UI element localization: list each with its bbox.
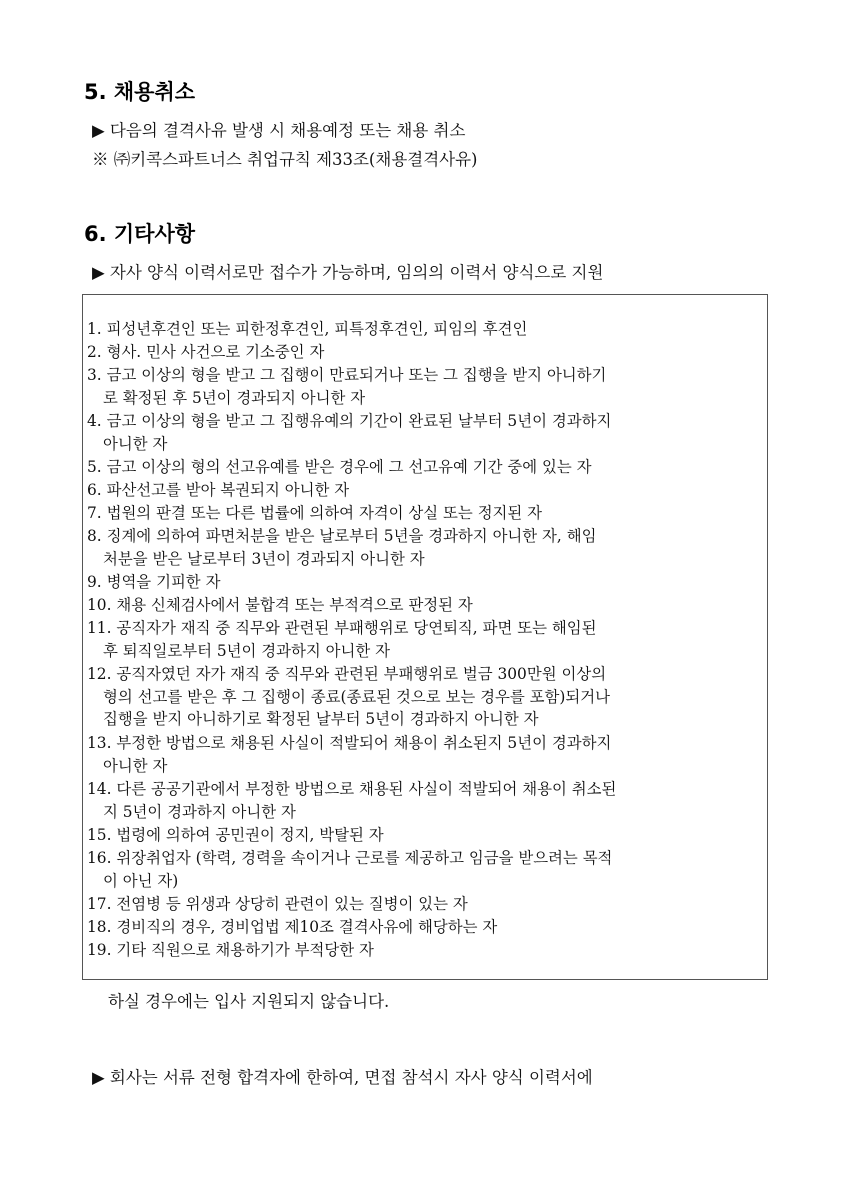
section-5-line-1: ▶ 다음의 결격사유 발생 시 채용예정 또는 채용 취소 [92, 121, 466, 140]
list-item: 11. 공직자가 재직 중 직무와 관련된 부패행위로 당연퇴직, 파면 또는 해임된 후 퇴직일로부터 5년이 경과하지 아니한 자 [87, 619, 597, 660]
section-6-last-line: ▶ 회사는 서류 전형 합격자에 한하여, 면접 참석시 자사 양식 이력서에 [92, 1068, 593, 1087]
list-item: 17. 전염병 등 위생과 상당히 관련이 있는 질병이 있는 자 [87, 895, 468, 913]
section-6-title: 6. 기타사항 [84, 222, 196, 246]
list-item: 13. 부정한 방법으로 채용된 사실이 적발되어 채용이 취소된지 5년이 경과하지 아니한 자 [87, 734, 612, 775]
section-6-line-1: ▶ 자사 양식 이력서로만 접수가 가능하며, 임의의 이력서 양식으로 지원 [92, 263, 604, 282]
list-item: 5. 금고 이상의 형의 선고유예를 받은 경우에 그 선고유예 기간 중에 있는 자 [87, 458, 592, 476]
list-item: 6. 파산선고를 받아 복권되지 아니한 자 [87, 481, 350, 499]
section-5-title: 5. 채용취소 [84, 80, 196, 104]
list-item: 15. 법령에 의하여 공민권이 정지, 박탈된 자 [87, 826, 384, 844]
list-item: 1. 피성년후견인 또는 피한정후견인, 피특정후견인, 피임의 후견인 [87, 320, 528, 338]
section-5-line-2: ※ ㈜키콕스파트너스 취업규칙 제33조(채용결격사유) [92, 150, 478, 169]
list-item: 19. 기타 직원으로 채용하기가 부적당한 자 [87, 941, 374, 959]
list-item: 14. 다른 공공기관에서 부정한 방법으로 채용된 사실이 적발되어 채용이 취소된 지 5년이 경과하지 아니한 자 [87, 780, 617, 821]
list-item: 4. 금고 이상의 형을 받고 그 집행유예의 기간이 완료된 날부터 5년이 경과하지 아니한 자 [87, 412, 612, 453]
list-item: 3. 금고 이상의 형을 받고 그 집행이 만료되거나 또는 그 집행을 받지 아니하기 로 확정된 후 5년이 경과되지 아니한 자 [87, 366, 607, 407]
list-item: 8. 징계에 의하여 파면처분을 받은 날로부터 5년을 경과하지 아니한 자, 해임 처분을 받은 날로부터 3년이 경과되지 아니한 자 [87, 527, 597, 568]
list-item: 7. 법원의 판결 또는 다른 법률에 의하여 자격이 상실 또는 정지된 자 [87, 504, 543, 522]
list-item: 2. 형사. 민사 사건으로 기소중인 자 [87, 343, 325, 361]
list-item: 12. 공직자였던 자가 재직 중 직무와 관련된 부패행위로 벌금 300만원 이상의 형의 선고를 받은 후 그 집행이 종료(종료된 것으로 보는 경우를 포함)되거나 집행을 받지 아니하기로 확정된 날부터 5년이 경과하지 아니한 자 [87, 665, 610, 728]
list-item: 10. 채용 신체검사에서 불합격 또는 부적격으로 판정된 자 [87, 596, 473, 614]
disqualification-list-box [82, 294, 768, 980]
list-item: 9. 병역을 기피한 자 [87, 573, 221, 591]
list-item: 16. 위장취업자 (학력, 경력을 속이거나 근로를 제공하고 임금을 받으려는 목적 이 아닌 자) [87, 849, 613, 890]
list-item: 18. 경비직의 경우, 경비업법 제10조 결격사유에 해당하는 자 [87, 918, 498, 936]
after-box-text: 하실 경우에는 입사 지원되지 않습니다. [108, 992, 390, 1011]
